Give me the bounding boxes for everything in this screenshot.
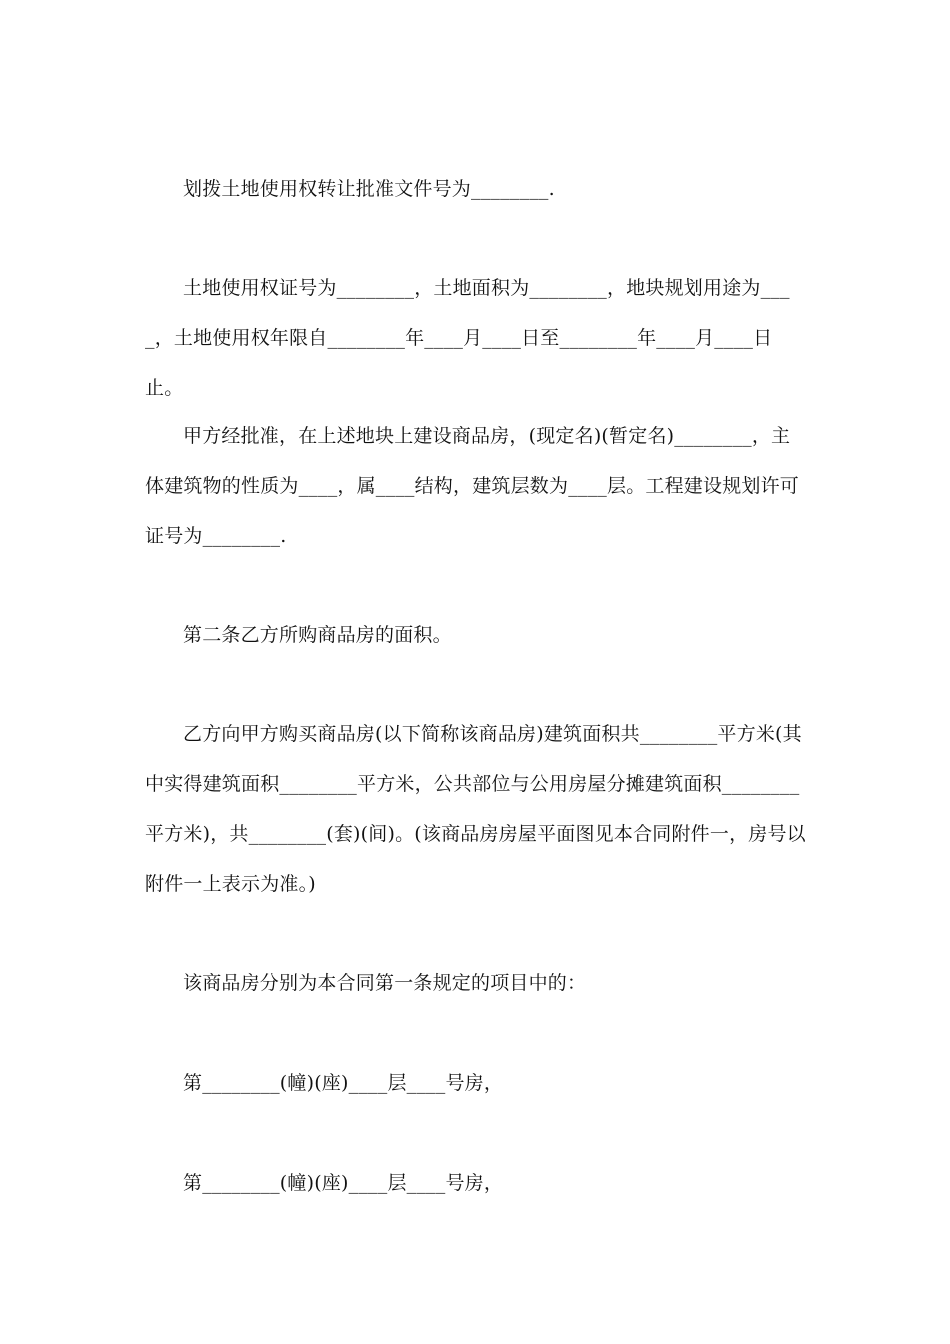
paragraph-approval-doc-number: 划拨土地使用权转让批准文件号为________.	[183, 178, 555, 200]
unit-line-1: 第________(幢)(座)____层____号房，	[183, 1072, 504, 1094]
unit-line-2: 第________(幢)(座)____层____号房，	[183, 1172, 504, 1194]
article-two-heading: 第二条乙方所购商品房的面积。	[183, 624, 452, 646]
paragraph-land-use-certificate: 土地使用权证号为________，土地面积为________，地块规划用途为____，土地使用权年限自________年____月____日至________年____月____日止。	[145, 277, 790, 399]
paragraph-construction-approval: 甲方经批准，在上述地块上建设商品房，(现定名)(暂定名)________，主体建筑物的性质为____，属____结构，建筑层数为____层。工程建设规划许可证号为________.	[145, 425, 800, 547]
paragraph-building-area: 乙方向甲方购买商品房(以下简称该商品房)建筑面积共________平方米(其中实得建筑面积________平方米，公共部位与公用房屋分摊建筑面积________平方米)，共________(套)(间)。(该商品房房屋平面图见本合同附件一，房号以附件一上表示为准。)	[145, 723, 806, 895]
paragraph-project-units-intro: 该商品房分别为本合同第一条规定的项目中的：	[183, 972, 587, 994]
